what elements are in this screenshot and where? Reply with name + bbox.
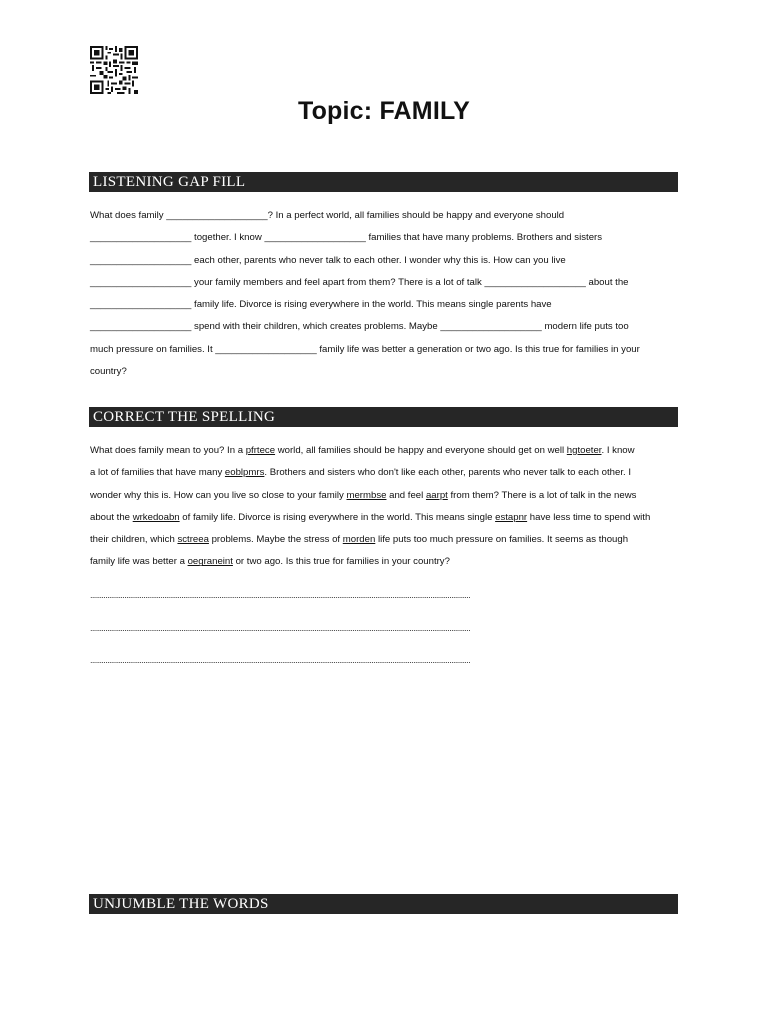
text-line: ___________________ spend with their children, which creates problems. Maybe ___________________ modern life puts too: [90, 321, 629, 333]
text-line: [90, 551, 690, 573]
line-text: of family life. Divorce is rising everywhere in the world. This means single: [179, 511, 496, 523]
text-line: What does family ___________________? In a perfect world, all families should be happy and everyone should: [90, 210, 565, 221]
text-line: ___________________ each other, parents who never talk to each other. I wonder why this is. How can you live: [90, 254, 566, 266]
misspelled-word: wrkedoabn: [132, 511, 180, 523]
answer-line[interactable]: ........................................................................................................................................................................................................: [90, 655, 471, 665]
line-text: problems. Maybe the stress of: [208, 534, 343, 546]
misspelled-word: sctreea: [177, 534, 209, 546]
line-text: . I know: [601, 445, 635, 456]
line-text: . Brothers and sisters who don't like each other, parents who never talk to each other. I: [264, 467, 631, 479]
section-heading-unjumble: UNJUMBLE THE WORDS: [89, 894, 678, 914]
line-text: life puts too much pressure on families. It seems as though: [375, 534, 629, 546]
line-text: world, all families should be happy and everyone should get on well: [275, 445, 567, 456]
text-line: [90, 507, 690, 529]
text-line: [90, 440, 690, 462]
text-line: ___________________ your family members and feel apart from them? There is a lot of talk ___________________ about the: [90, 276, 629, 288]
misspelled-word: mermbse: [346, 489, 387, 501]
misspelled-word: oegraneint: [187, 556, 233, 568]
text-line: country?: [90, 366, 127, 378]
line-text: a lot of families that have many: [90, 467, 225, 479]
line-text: about the: [90, 511, 133, 523]
line-text: from them? There is a lot of talk in the news: [447, 489, 637, 501]
gap-fill-text: [90, 205, 690, 383]
line-text: family life was better a: [90, 556, 188, 568]
line-text: their children, which: [90, 534, 178, 546]
line-text: wonder why this is. How can you live so close to your family: [90, 489, 347, 501]
page-title: Topic: FAMILY: [297, 97, 471, 125]
line-text: What does family mean to you? In a: [90, 445, 246, 456]
misspelled-word: hgtoeter: [566, 445, 602, 456]
text-line: [90, 485, 690, 507]
misspelled-word: aarpt: [425, 489, 448, 501]
text-line: [90, 462, 690, 484]
text-line: much pressure on families. It ___________________ family life was better a generation or two ago. Is this true for families in your: [90, 343, 640, 355]
answer-line[interactable]: ........................................................................................................................................................................................................: [90, 590, 471, 600]
misspelled-word: morden: [342, 534, 376, 546]
line-text: and feel: [386, 489, 426, 501]
misspelled-word: estapnr: [495, 511, 528, 523]
section-heading-gap-fill: LISTENING GAP FILL: [89, 172, 678, 192]
misspelled-word: pfrtece: [245, 445, 276, 456]
text-line: [90, 529, 690, 551]
answer-line[interactable]: ........................................................................................................................................................................................................: [90, 623, 471, 633]
text-line: ___________________ family life. Divorce is rising everywhere in the world. This means single parents have: [90, 299, 552, 311]
qr-code-icon: [90, 45, 138, 95]
misspelled-word: eoblpmrs: [224, 467, 265, 479]
line-text: have less time to spend with: [527, 511, 651, 523]
spelling-text: [90, 440, 690, 574]
section-heading-spelling: CORRECT THE SPELLING: [89, 407, 678, 427]
line-text: or two ago. Is this true for families in your country?: [232, 556, 450, 568]
text-line: ___________________ together. I know ___________________ families that have many problems. Brothers and sisters: [90, 232, 603, 244]
